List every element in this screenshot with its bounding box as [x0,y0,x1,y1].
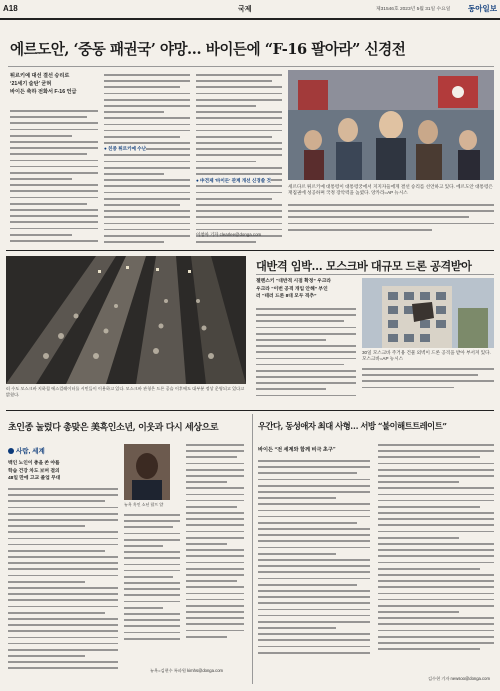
top-story-subhead: 바이든 축하 전화서 F-16 언급 [10,89,77,96]
bottom-left-column-2 [124,514,180,644]
tag-marker-icon [8,448,14,454]
top-story-subheads [10,72,98,97]
top-story [0,22,500,246]
bottom-left-column-3 [186,444,244,642]
bottom-left-story [0,412,250,691]
bottom-right-story [254,412,500,691]
middle-story-column-2 [362,368,494,393]
bottom-left-column-1 [8,488,118,674]
metro-photo-caption: 러 수도 모스크바 지하철 에스컬레이터를 시민들이 이용하고 있다. 모스크바 관청은 드론 공습 이후에도 대부분 정상 운영되고 있다고 밝혔다. [6,386,245,397]
middle-story-column-1 [256,308,356,401]
bottom-left-headline: 초인종 눌렀다 총맞은 美흑인소년, 이웃과 다시 세상으로 [8,423,219,433]
bottom-left-subheads [8,460,108,483]
paper-name: 동아일보 [468,4,497,13]
top-story-subhead: ‘21세기 술탄’ 굳혀 [10,81,52,88]
middle-story-headline: 대반격 임박… 모스크바 대규모 드론 공격받아 [256,259,472,273]
bottom-right-headline: 우간다, 동성애자 최대 사형… 서방 “불이해트트레이트” [258,421,447,431]
erdogan-photo [288,70,494,180]
metro-photo [6,256,246,384]
drone-damage-photo [362,278,494,348]
erdogan-photo-caption: 세르다르 튀르키예 대통령이 대통령궁에서 지지자들에게 결선 승리를 선언하고 있다. 에르도안 대통령은 재집권에 성공하며 국정 장악력을 높였다. 앙카라=AP 뉴시스 [288,184,493,196]
bottom-left-tag [8,446,45,455]
ralph-yarl-photo [124,444,170,500]
bottom-right-column-2 [378,444,494,654]
middle-story-subhead: 우크라 “이번 공격 개입 안해” 부인 [256,286,328,292]
top-story-subhead: 튀르키예 대선 결선 승리로 [10,73,70,79]
bottom-left-subhead: 학습 건강 차도 보며 결의 [8,468,60,474]
section-label: 국제 [238,6,252,13]
top-story-byline: 이청아 기자 clearlee@donga.com [196,232,262,237]
masthead-rule [0,18,500,20]
top-story-inline-heading: ● 친중 튀르키예 수난 [104,146,147,151]
top-story-headline: 에르도안, ‘중동 패권국’ 야망… 바이든에 “F-16 팔아라” 신경전 [10,41,406,58]
middle-story [0,252,500,400]
top-story-inline-heading-2: ● 中견제 '바이든' 관계 개선 신경쓸 것 [196,178,271,183]
bottom-right-byline: 김수현 기자 newsoo@donga.com [428,676,490,681]
top-story-column-2 [104,74,190,247]
bottom-left-tag-label: 사람, 세계 [16,448,45,455]
ralph-yarl-photo-caption: 뉴욕 흑인 소년 랄프 얄 [124,502,164,507]
section-divider-1 [6,250,494,251]
middle-story-subhead: 러 “테러 드론 8대 모두 격추” [256,294,317,300]
middle-story-subheads [256,278,356,301]
bottom-left-subhead: 백인 노인이 총을 쏜 야를 [8,461,60,466]
bottom-left-byline: 뉴욕=김현수 특파원 kimhs@donga.com [150,668,224,673]
column-divider [252,414,253,684]
bottom-left-subhead: 48일 만에 고교 졸업 무대 [8,476,61,482]
bottom-right-column-1 [258,460,370,658]
middle-story-divider [256,274,494,275]
top-story-divider [8,66,494,67]
issue-info: 제31546호 2023년 5월 31일 수요일 [376,7,451,12]
top-story-column-3 [196,74,282,247]
section-divider-2 [6,410,494,411]
page-number: A18 [3,4,18,13]
top-story-column-5 [288,204,494,235]
bottom-right-subhead: 바이든 “전 세계와 함께 비극 초구” [258,447,336,453]
middle-story-subhead: 젤렌스키 “대반격 시점 확정” 우크라 [256,279,332,284]
drone-photo-caption: 30일 모스크바 주거용 건물 외벽이 드론 공격을 받아 부서져 있다. 모스크바=AP 뉴시스 [362,350,491,362]
top-story-column-1 [10,110,98,246]
